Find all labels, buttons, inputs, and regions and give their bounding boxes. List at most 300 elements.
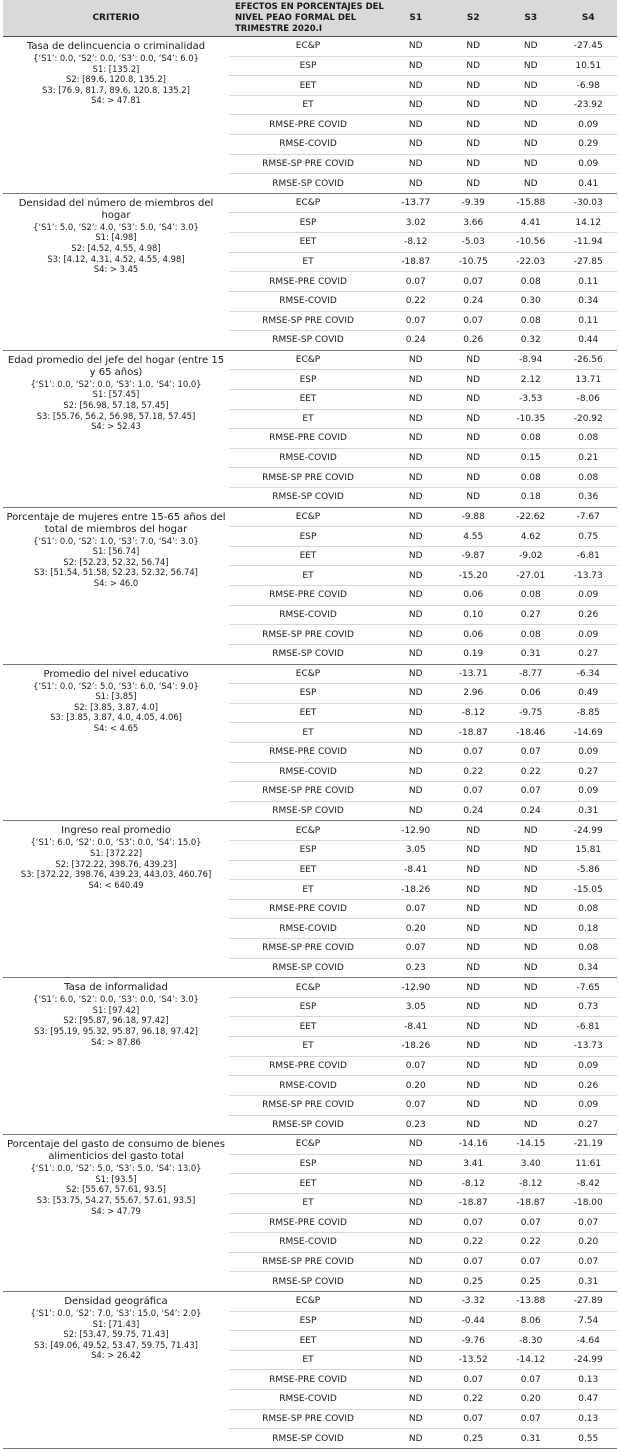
s1-value: ND	[387, 409, 445, 429]
effect-label: EET	[229, 389, 387, 409]
effect-label: RMSE-SP PRE COVID	[229, 1409, 387, 1429]
s2-value: ND	[445, 997, 503, 1017]
table-row	[3, 193, 617, 213]
criterion-title: Tasa de delincuencia o criminalidad	[26, 41, 206, 52]
s1-value: ND	[387, 742, 445, 762]
s2-value: ND	[445, 37, 503, 57]
effect-label: RMSE-COVID	[229, 135, 387, 155]
s3-value: ND	[502, 840, 560, 860]
criterion-detail: S2: [3.85, 3.87, 4.0]	[74, 701, 158, 712]
effect-label: ET	[229, 252, 387, 272]
s4-value: 0.11	[560, 311, 618, 331]
s2-value: ND	[445, 115, 503, 135]
effect-label: RMSE-SP PRE COVID	[229, 468, 387, 488]
s2-value: -15.20	[445, 566, 503, 586]
effect-label: EET	[229, 1174, 387, 1194]
criterion-detail: {‘S1’: 6.0, ‘S2’: 0.0, ‘S3’: 0.0, ‘S4’: 3.0}	[33, 994, 199, 1005]
criterion-title: Porcentaje de mujeres entre 15-65 años del total de miembros del hogar	[6, 511, 226, 535]
criterion-detail: S1: [71.43]	[92, 1318, 140, 1329]
s1-value: -8.12	[387, 233, 445, 253]
s2-value: -3.32	[445, 1292, 503, 1312]
effect-label: ESP	[229, 1154, 387, 1174]
effect-label: RMSE-SP PRE COVID	[229, 1252, 387, 1272]
s3-value: -14.12	[502, 1350, 560, 1370]
s3-value: 2.12	[502, 370, 560, 390]
s1-value: 3.05	[387, 840, 445, 860]
header-criterio: CRITERIO	[3, 0, 229, 37]
s3-value: ND	[502, 56, 560, 76]
s1-value: ND	[387, 507, 445, 527]
s3-value: ND	[502, 899, 560, 919]
s2-value: 0.06	[445, 625, 503, 645]
s3-value: ND	[502, 978, 560, 998]
criterion-detail: {‘S1’: 5.0, ‘S2’: 4.0, ‘S3’: 5.0, ‘S4’: 3.0}	[33, 221, 199, 232]
effect-label: RMSE-COVID	[229, 1076, 387, 1096]
s3-value: -27.01	[502, 566, 560, 586]
s3-value: 0.08	[502, 586, 560, 606]
s1-value: ND	[387, 76, 445, 96]
effect-label: EC&P	[229, 507, 387, 527]
s4-value: 0.09	[560, 154, 618, 174]
s2-value: ND	[445, 1056, 503, 1076]
effect-label: EC&P	[229, 350, 387, 370]
s3-value: 0.06	[502, 684, 560, 704]
s2-value: 0.22	[445, 762, 503, 782]
s3-value: -18.46	[502, 723, 560, 743]
s1-value: 0.07	[387, 311, 445, 331]
s3-value: 0.20	[502, 1390, 560, 1410]
s3-value: ND	[502, 1115, 560, 1135]
s2-value: ND	[445, 174, 503, 194]
s1-value: ND	[387, 605, 445, 625]
criterion-cell	[3, 193, 229, 350]
s3-value: 0.07	[502, 742, 560, 762]
s4-value: -13.73	[560, 1037, 618, 1057]
s3-value: 0.07	[502, 1370, 560, 1390]
criterion-group	[3, 978, 617, 1135]
s1-value: ND	[387, 801, 445, 821]
s4-value: -7.65	[560, 978, 618, 998]
criterion-detail: S1: [135.2]	[92, 63, 140, 74]
s3-value: -10.56	[502, 233, 560, 253]
effect-label: RMSE-SP COVID	[229, 958, 387, 978]
s4-value: 0.08	[560, 899, 618, 919]
s2-value: ND	[445, 860, 503, 880]
s4-value: -6.34	[560, 664, 618, 684]
s3-value: 0.31	[502, 644, 560, 664]
s4-value: 0.13	[560, 1370, 618, 1390]
s4-value: 0.11	[560, 272, 618, 292]
s1-value: ND	[387, 1311, 445, 1331]
s1-value: ND	[387, 586, 445, 606]
s4-value: -4.64	[560, 1331, 618, 1351]
s4-value: -8.85	[560, 703, 618, 723]
s2-value: 0.07	[445, 1370, 503, 1390]
s2-value: 3.41	[445, 1154, 503, 1174]
s1-value: ND	[387, 488, 445, 508]
s1-value: ND	[387, 1409, 445, 1429]
s2-value: 2.96	[445, 684, 503, 704]
s1-value: ND	[387, 389, 445, 409]
s1-value: ND	[387, 370, 445, 390]
s1-value: ND	[387, 350, 445, 370]
s1-value: ND	[387, 1272, 445, 1292]
effect-label: EET	[229, 76, 387, 96]
criterion-detail: {‘S1’: 0.0, ‘S2’: 0.0, ‘S3’: 1.0, ‘S4’: 10.0}	[30, 378, 202, 389]
criterion-detail: S2: [95.87, 96.18, 97.42]	[63, 1015, 169, 1026]
s4-value: -8.06	[560, 389, 618, 409]
effect-label: RMSE-SP PRE COVID	[229, 311, 387, 331]
effect-label: RMSE-SP COVID	[229, 1429, 387, 1449]
criterion-detail: {‘S1’: 6.0, ‘S2’: 0.0, ‘S3’: 0.0, ‘S4’: 15.0}	[30, 837, 202, 848]
effect-label: ET	[229, 1193, 387, 1213]
criterion-detail: {‘S1’: 0.0, ‘S2’: 0.0, ‘S3’: 0.0, ‘S4’: 6.0}	[33, 53, 199, 63]
s4-value: 0.44	[560, 331, 618, 351]
criterion-title: Densidad del número de miembros del hogar	[18, 197, 214, 221]
s3-value: 0.30	[502, 291, 560, 311]
s3-value: -22.62	[502, 507, 560, 527]
s2-value: ND	[445, 1076, 503, 1096]
s1-value: -8.41	[387, 860, 445, 880]
s3-value: ND	[502, 880, 560, 900]
criterion-cell	[3, 821, 229, 978]
s2-value: 0.07	[445, 1252, 503, 1272]
effect-label: EC&P	[229, 193, 387, 213]
s3-value: ND	[502, 1076, 560, 1096]
s3-value: ND	[502, 939, 560, 959]
s1-value: ND	[387, 625, 445, 645]
effect-label: EET	[229, 233, 387, 253]
effect-label: RMSE-PRE COVID	[229, 115, 387, 135]
s2-value: ND	[445, 468, 503, 488]
s3-value: ND	[502, 860, 560, 880]
s1-value: ND	[387, 468, 445, 488]
s3-value: 0.27	[502, 605, 560, 625]
effect-label: RMSE-PRE COVID	[229, 429, 387, 449]
s3-value: -10.35	[502, 409, 560, 429]
s3-value: 0.07	[502, 1213, 560, 1233]
s1-value: ND	[387, 1193, 445, 1213]
s4-value: -15.05	[560, 880, 618, 900]
s1-value: -8.41	[387, 1017, 445, 1037]
s2-value: ND	[445, 76, 503, 96]
effect-label: RMSE-COVID	[229, 1390, 387, 1410]
criterion-detail: S4: < 640.49	[88, 879, 144, 890]
s2-value: ND	[445, 488, 503, 508]
s2-value: 0.24	[445, 801, 503, 821]
s4-value: 0.09	[560, 742, 618, 762]
effect-label: ET	[229, 1350, 387, 1370]
s4-value: -30.03	[560, 193, 618, 213]
s4-value: -27.85	[560, 252, 618, 272]
s1-value: ND	[387, 429, 445, 449]
s1-value: ND	[387, 644, 445, 664]
s3-value: 0.15	[502, 448, 560, 468]
effect-label: ESP	[229, 370, 387, 390]
s1-value: ND	[387, 1331, 445, 1351]
s3-value: -3.53	[502, 389, 560, 409]
criterion-detail: S4: < 4.65	[93, 722, 139, 733]
s3-value: 4.62	[502, 527, 560, 547]
s2-value: ND	[445, 840, 503, 860]
s2-value: -13.52	[445, 1350, 503, 1370]
header-s2: S2	[445, 0, 503, 37]
criterion-detail: S4: > 3.45	[93, 264, 139, 275]
s4-value: -7.67	[560, 507, 618, 527]
criterion-detail: S1: [4.98]	[95, 232, 137, 243]
criterion-detail: {‘S1’: 0.0, ‘S2’: 5.0, ‘S3’: 6.0, ‘S4’: 9.0}	[33, 680, 199, 691]
s4-value: 0.34	[560, 291, 618, 311]
s3-value: ND	[502, 919, 560, 939]
s3-value: -15.88	[502, 193, 560, 213]
criterion-detail: S4: > 46.0	[93, 578, 139, 588]
s2-value: 0.07	[445, 742, 503, 762]
s4-value: 0.18	[560, 919, 618, 939]
effect-label: RMSE-PRE COVID	[229, 899, 387, 919]
criterion-cell	[3, 350, 229, 507]
s1-value: ND	[387, 546, 445, 566]
s3-value: ND	[502, 174, 560, 194]
effect-label: RMSE-PRE COVID	[229, 1056, 387, 1076]
criterion-detail: S4: > 87.86	[91, 1036, 141, 1047]
s4-value: 0.31	[560, 1272, 618, 1292]
s3-value: 0.08	[502, 468, 560, 488]
s2-value: ND	[445, 350, 503, 370]
s2-value: ND	[445, 978, 503, 998]
s4-value: 0.09	[560, 586, 618, 606]
s4-value: -27.45	[560, 37, 618, 57]
effect-label: ET	[229, 880, 387, 900]
criterion-title: Porcentaje del gasto de consumo de bienes alimenticios del gasto total	[6, 1139, 226, 1163]
s2-value: ND	[445, 56, 503, 76]
s2-value: ND	[445, 409, 503, 429]
criterion-detail: S3: [76.9, 81.7, 89.6, 120.8, 135.2]	[42, 84, 190, 95]
s1-value: -12.90	[387, 978, 445, 998]
s2-value: 0.07	[445, 1213, 503, 1233]
s1-value: ND	[387, 448, 445, 468]
s3-value: ND	[502, 95, 560, 115]
s3-value: 4.41	[502, 213, 560, 233]
effect-label: EET	[229, 546, 387, 566]
s2-value: 0.22	[445, 1233, 503, 1253]
s1-value: ND	[387, 174, 445, 194]
s1-value: 0.20	[387, 1076, 445, 1096]
s3-value: 0.08	[502, 311, 560, 331]
effect-label: RMSE-SP PRE COVID	[229, 154, 387, 174]
criterion-detail: S4: > 47.81	[91, 95, 141, 106]
s3-value: 0.24	[502, 801, 560, 821]
effect-label: EC&P	[229, 1135, 387, 1155]
table-row	[3, 978, 617, 998]
s3-value: 0.08	[502, 272, 560, 292]
s2-value: -14.16	[445, 1135, 503, 1155]
s3-value: 0.07	[502, 1409, 560, 1429]
s1-value: -12.90	[387, 821, 445, 841]
effect-label: RMSE-COVID	[229, 762, 387, 782]
s1-value: 0.07	[387, 1095, 445, 1115]
effect-label: RMSE-COVID	[229, 919, 387, 939]
effect-label: RMSE-COVID	[229, 291, 387, 311]
s3-value: 8.06	[502, 1311, 560, 1331]
s1-value: 0.07	[387, 272, 445, 292]
s1-value: ND	[387, 782, 445, 802]
effect-label: EET	[229, 1017, 387, 1037]
s4-value: -27.89	[560, 1292, 618, 1312]
header-efectos: EFECTOS EN PORCENTAJES DEL NIVEL PEAO FORMAL DEL TRIMESTRE 2020.I	[229, 0, 387, 37]
criterion-group	[3, 350, 617, 507]
s3-value: ND	[502, 1037, 560, 1057]
s3-value: ND	[502, 37, 560, 57]
header-s4: S4	[560, 0, 618, 37]
criterion-detail: S3: [3.85, 3.87, 4.0, 4.05, 4.06]	[50, 712, 182, 723]
s2-value: ND	[445, 1115, 503, 1135]
s1-value: ND	[387, 1252, 445, 1272]
effect-label: RMSE-SP COVID	[229, 644, 387, 664]
criterion-detail: {‘S1’: 0.0, ‘S2’: 7.0, ‘S3’: 15.0, ‘S4’: 2.0}	[30, 1308, 202, 1318]
s1-value: ND	[387, 684, 445, 704]
s3-value: ND	[502, 76, 560, 96]
s1-value: 0.23	[387, 958, 445, 978]
s2-value: 0.07	[445, 311, 503, 331]
s1-value: 0.24	[387, 331, 445, 351]
criterion-detail: S4: > 52.43	[91, 421, 141, 432]
table-row	[3, 821, 617, 841]
s3-value: 0.22	[502, 762, 560, 782]
s1-value: -18.87	[387, 252, 445, 272]
s3-value: -8.30	[502, 1331, 560, 1351]
s2-value: 4.55	[445, 527, 503, 547]
effect-label: ET	[229, 95, 387, 115]
s4-value: 0.31	[560, 801, 618, 821]
s4-value: -18.00	[560, 1193, 618, 1213]
effect-label: RMSE-SP COVID	[229, 331, 387, 351]
effect-label: ESP	[229, 997, 387, 1017]
s1-value: ND	[387, 527, 445, 547]
s2-value: -8.12	[445, 703, 503, 723]
s3-value: -9.02	[502, 546, 560, 566]
s3-value: 0.08	[502, 625, 560, 645]
criterion-cell	[3, 507, 229, 664]
s2-value: 0.06	[445, 586, 503, 606]
s4-value: -13.73	[560, 566, 618, 586]
s4-value: 0.36	[560, 488, 618, 508]
criterion-detail: S1: [97.42]	[92, 1004, 140, 1015]
s4-value: 0.73	[560, 997, 618, 1017]
s2-value: 0.25	[445, 1429, 503, 1449]
s3-value: ND	[502, 1095, 560, 1115]
s2-value: ND	[445, 1037, 503, 1057]
s2-value: ND	[445, 154, 503, 174]
s2-value: ND	[445, 135, 503, 155]
criterion-detail: S1: [93.5]	[95, 1173, 137, 1184]
table-header	[3, 0, 617, 37]
criterion-detail: S3: [372.22, 398.76, 439.23, 443.03, 460.76]	[20, 869, 212, 880]
effect-label: EC&P	[229, 821, 387, 841]
s4-value: 11.61	[560, 1154, 618, 1174]
effect-label: ESP	[229, 213, 387, 233]
s2-value: ND	[445, 1017, 503, 1037]
effect-label: EC&P	[229, 978, 387, 998]
s1-value: ND	[387, 95, 445, 115]
s3-value: ND	[502, 115, 560, 135]
s1-value: 0.07	[387, 939, 445, 959]
s4-value: -5.86	[560, 860, 618, 880]
s3-value: -18.87	[502, 1193, 560, 1213]
effect-label: EC&P	[229, 1292, 387, 1312]
effect-label: RMSE-PRE COVID	[229, 1213, 387, 1233]
header-s3: S3	[502, 0, 560, 37]
s3-value: 0.08	[502, 429, 560, 449]
s2-value: 0.25	[445, 1272, 503, 1292]
criterion-detail: S3: [51.54, 51.58, 52.23, 52.32, 56.74]	[34, 567, 198, 578]
s1-value: ND	[387, 1174, 445, 1194]
effect-label: ET	[229, 409, 387, 429]
criterion-title: Edad promedio del jefe del hogar (entre 15 y 65 años)	[7, 354, 225, 378]
s4-value: -21.19	[560, 1135, 618, 1155]
s1-value: ND	[387, 1154, 445, 1174]
s3-value: ND	[502, 997, 560, 1017]
table-row	[3, 1135, 617, 1155]
s2-value: ND	[445, 1095, 503, 1115]
s4-value: 0.26	[560, 1076, 618, 1096]
criterion-group	[3, 1135, 617, 1292]
s1-value: ND	[387, 664, 445, 684]
s4-value: 0.08	[560, 468, 618, 488]
s1-value: ND	[387, 37, 445, 57]
effect-label: RMSE-SP COVID	[229, 1115, 387, 1135]
s1-value: 3.02	[387, 213, 445, 233]
s4-value: 0.09	[560, 782, 618, 802]
s2-value: ND	[445, 448, 503, 468]
effect-label: EET	[229, 703, 387, 723]
s1-value: ND	[387, 135, 445, 155]
effect-label: ESP	[229, 1311, 387, 1331]
effect-label: RMSE-SP COVID	[229, 488, 387, 508]
criterion-detail: S4: > 26.42	[91, 1350, 141, 1361]
s2-value: ND	[445, 919, 503, 939]
s2-value: ND	[445, 899, 503, 919]
criterion-group	[3, 193, 617, 350]
criterion-detail: S2: [4.52, 4.55, 4.98]	[71, 243, 161, 254]
s2-value: ND	[445, 880, 503, 900]
s2-value: 0.26	[445, 331, 503, 351]
criterion-title: Ingreso real promedio	[61, 825, 171, 837]
s4-value: 0.07	[560, 1252, 618, 1272]
criterion-detail: S2: [53.47, 59.75, 71.43]	[63, 1329, 169, 1340]
s3-value: -13.88	[502, 1292, 560, 1312]
criterion-detail: S2: [52.23, 52.32, 56.74]	[63, 556, 169, 567]
table-row	[3, 37, 617, 57]
s4-value: -6.81	[560, 546, 618, 566]
s1-value: ND	[387, 1135, 445, 1155]
s1-value: ND	[387, 1292, 445, 1312]
s1-value: -18.26	[387, 1037, 445, 1057]
criterion-detail: S3: [95.19, 95.32, 95.87, 96.18, 97.42]	[34, 1026, 198, 1037]
s2-value: 0.10	[445, 605, 503, 625]
s1-value: ND	[387, 115, 445, 135]
criterion-group	[3, 664, 617, 821]
s4-value: 0.75	[560, 527, 618, 547]
s1-value: ND	[387, 1370, 445, 1390]
s4-value: 0.34	[560, 958, 618, 978]
s1-value: ND	[387, 723, 445, 743]
s2-value: -0.44	[445, 1311, 503, 1331]
s2-value: 0.19	[445, 644, 503, 664]
s2-value: ND	[445, 429, 503, 449]
s3-value: -9.75	[502, 703, 560, 723]
criterion-detail: S1: [3.85]	[95, 691, 137, 702]
s4-value: 7.54	[560, 1311, 618, 1331]
